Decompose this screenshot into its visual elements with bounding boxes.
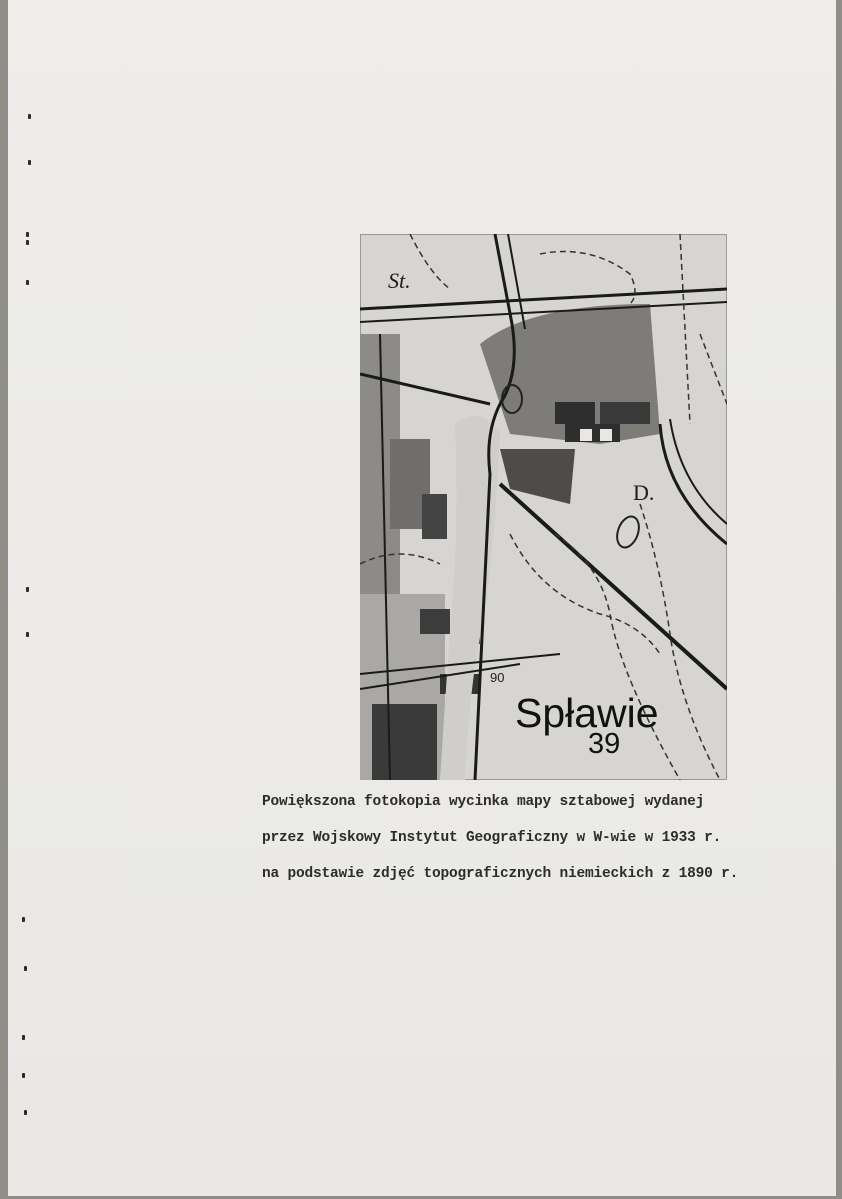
punch-mark	[26, 232, 29, 237]
punch-mark	[22, 917, 25, 922]
map-photocopy	[360, 234, 727, 780]
punch-mark	[24, 966, 27, 971]
map-label-station: St.	[388, 268, 411, 293]
punch-mark	[26, 240, 29, 245]
map-place-number: 39	[588, 728, 621, 760]
punch-mark	[28, 160, 31, 165]
punch-mark	[26, 280, 29, 285]
punch-mark	[22, 1073, 25, 1078]
map-place-name: Spławie	[515, 690, 659, 736]
map-label-d: D.	[633, 480, 655, 505]
punch-mark	[24, 1110, 27, 1115]
punch-mark	[28, 114, 31, 119]
caption-line-2: przez Wojskowy Instytut Geograficzny w W-wie w 1933 r.	[262, 830, 722, 846]
punch-mark	[26, 587, 29, 592]
map-label-contour: 90	[490, 670, 505, 685]
caption-line-1: Powiększona fotokopia wycinka mapy sztabowej wydanej	[262, 794, 705, 810]
punch-mark	[22, 1035, 25, 1040]
caption-line-3: na podstawie zdjęć topograficznych niemieckich z 1890 r.	[262, 866, 739, 882]
punch-mark	[26, 632, 29, 637]
